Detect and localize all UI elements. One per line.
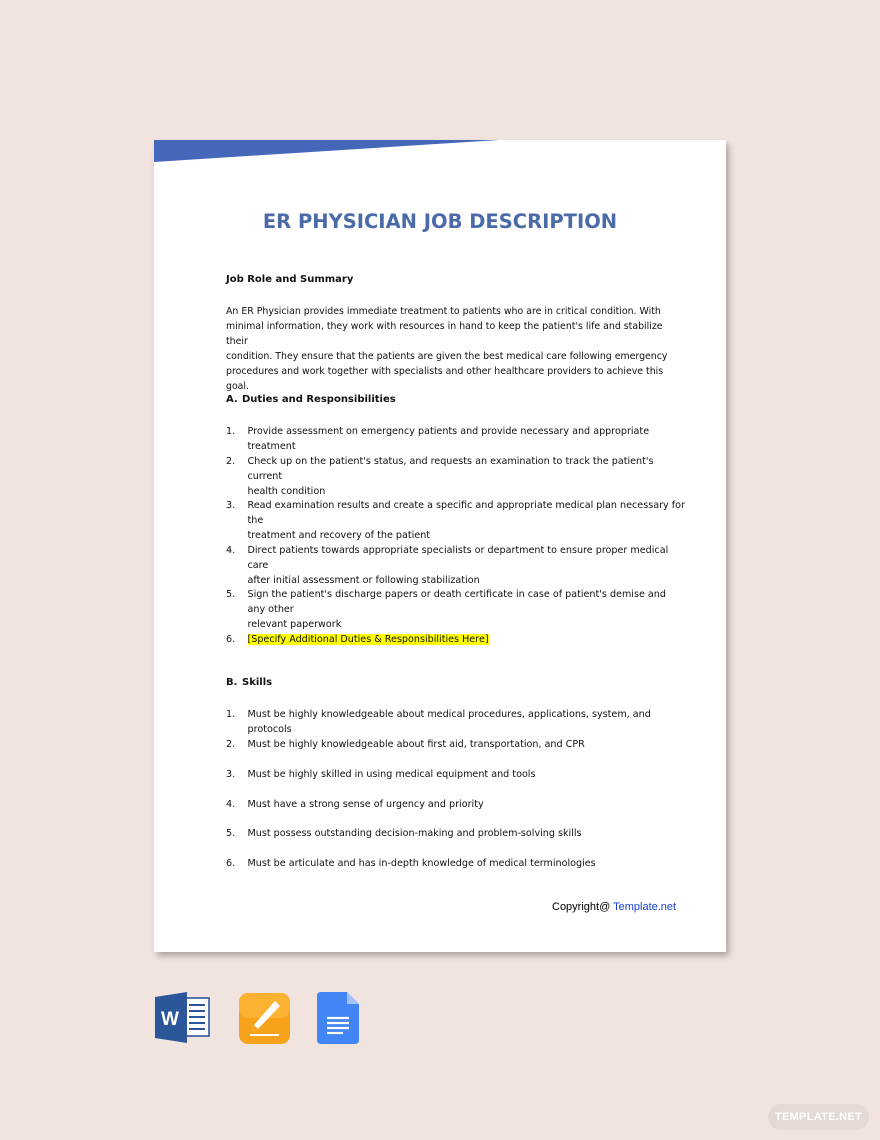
summary-line: condition. They ensure that the patients are given the best medical care following emergency xyxy=(226,351,668,362)
role-heading: Job Role and Summary xyxy=(226,274,354,285)
item-number: 6. xyxy=(226,858,236,869)
google-docs-icon[interactable] xyxy=(317,992,359,1044)
section-title: Duties and Responsibilities xyxy=(242,394,396,405)
item-line: Must be articulate and has in-depth knowledge of medical terminologies xyxy=(247,858,596,869)
section-letter: B. xyxy=(226,677,238,688)
item-number: 5. xyxy=(226,828,236,839)
header-banner xyxy=(154,140,726,164)
document-title: ER PHYSICIAN JOB DESCRIPTION xyxy=(262,210,618,233)
item-line: Must be highly knowledgeable about medical procedures, applications, system, and protocols xyxy=(247,709,651,735)
item-line: after initial assessment or following stabilization xyxy=(247,575,480,586)
summary-line: An ER Physician provides immediate treatment to patients who are in critical condition. With xyxy=(226,306,661,317)
skills-heading xyxy=(226,677,272,688)
item-line: Must be highly knowledgeable about first aid, transportation, and CPR xyxy=(247,739,585,750)
duties-heading xyxy=(226,394,396,405)
section-letter: A. xyxy=(226,394,238,405)
copyright-label: Copyright@ xyxy=(552,901,611,913)
document-page xyxy=(154,140,726,952)
item-line: Read examination results and create a specific and appropriate medical plan necessary for the xyxy=(247,500,685,526)
item-line: Must be highly skilled in using medical equipment and tools xyxy=(247,769,536,780)
item-line: treatment and recovery of the patient xyxy=(247,530,431,541)
item-line: Direct patients towards appropriate specialists or department to ensure proper medical care xyxy=(247,545,669,571)
summary-line: minimal information, they work with resources in hand to keep the patient's life and stabilize their xyxy=(226,321,663,347)
item-number: 2. xyxy=(226,739,236,750)
pages-icon[interactable] xyxy=(239,993,290,1044)
item-number: 1. xyxy=(226,709,236,720)
item-number: 6. xyxy=(226,634,236,645)
item-line: Check up on the patient's status, and requests an examination to track the patient's current xyxy=(247,456,654,482)
template-link[interactable]: Template.net xyxy=(613,901,677,913)
copyright-line xyxy=(552,901,676,913)
template-net-badge[interactable]: TEMPLATE.NET xyxy=(768,1104,869,1130)
item-number: 2. xyxy=(226,456,236,467)
summary-line: procedures and work together with specialists and other healthcare providers to achieve this goal. xyxy=(226,366,664,392)
word-icon-letter: W xyxy=(161,1009,179,1030)
role-summary xyxy=(226,304,672,394)
word-icon[interactable] xyxy=(155,992,211,1044)
item-number: 3. xyxy=(226,500,236,511)
item-number: 3. xyxy=(226,769,236,780)
item-line: Provide assessment on emergency patients and provide necessary and appropriate treatment xyxy=(247,426,650,452)
item-line: Must possess outstanding decision-making and problem-solving skills xyxy=(247,828,582,839)
placeholder-highlight[interactable]: [Specify Additional Duties & Responsibilities Here] xyxy=(247,634,489,645)
item-line: Sign the patient's discharge papers or death certificate in case of patient's demise and any other xyxy=(247,589,666,615)
item-line: relevant paperwork xyxy=(247,619,342,630)
item-line: health condition xyxy=(247,486,326,497)
section-title: Skills xyxy=(242,677,273,688)
item-number: 5. xyxy=(226,589,236,600)
item-number: 4. xyxy=(226,545,236,556)
item-line: Must have a strong sense of urgency and priority xyxy=(247,799,484,810)
item-number: 1. xyxy=(226,426,236,437)
item-number: 4. xyxy=(226,799,236,810)
